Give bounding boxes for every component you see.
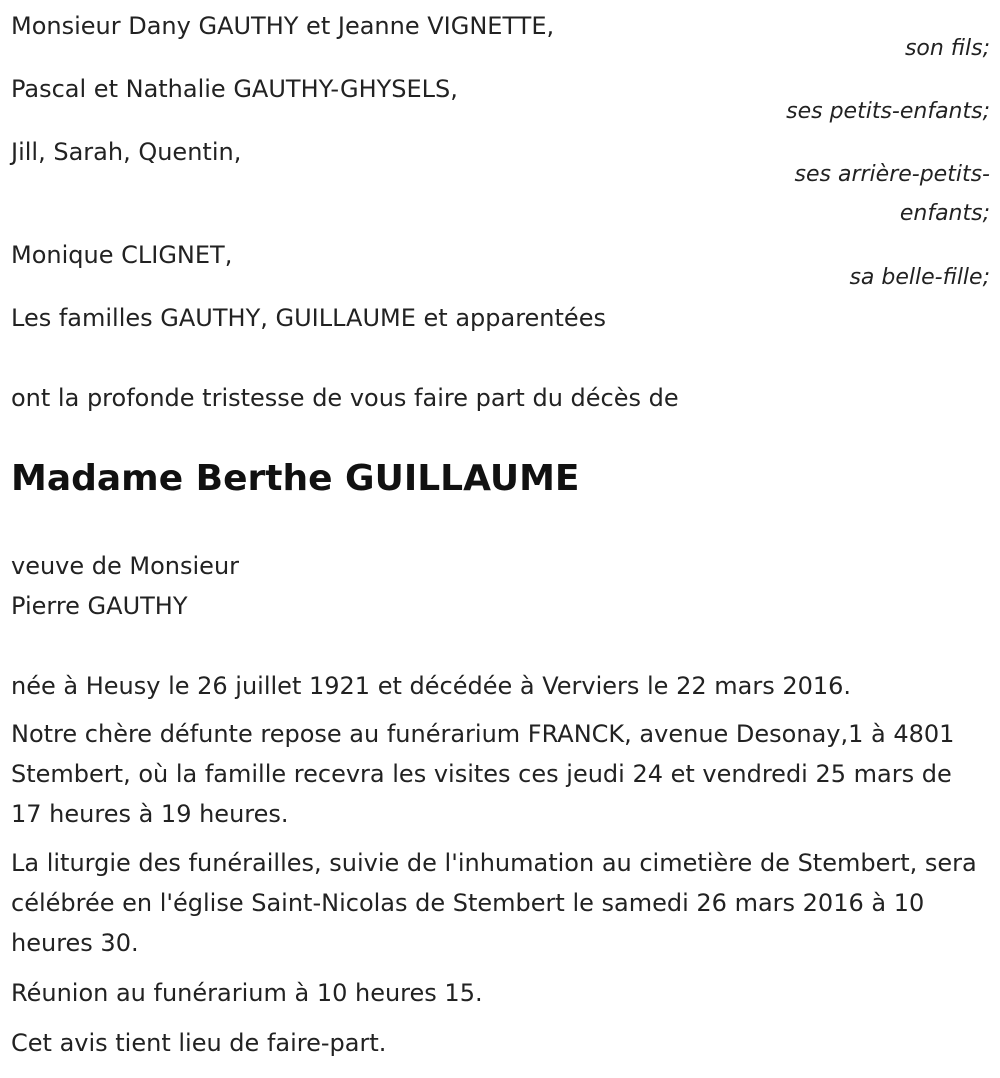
widow-line-2: Pierre GAUTHY (11, 592, 188, 620)
family-name-monique: Monique CLIGNET, (11, 241, 233, 269)
family-name-jill: Jill, Sarah, Quentin, (11, 138, 242, 166)
meeting-paragraph: Réunion au funérarium à 10 heures 15. (11, 979, 483, 1007)
family-name-dany: Monsieur Dany GAUTHY et Jeanne VIGNETTE, (11, 12, 555, 40)
family-name-pascal: Pascal et Nathalie GAUTHY-GHYSELS, (11, 75, 458, 103)
relation-son: son fils; (904, 36, 990, 61)
deceased-name: Madame Berthe GUILLAUME (11, 458, 580, 499)
families-extra: Les familles GAUTHY, GUILLAUME et apparentées (11, 304, 606, 332)
widow-line-1: veuve de Monsieur (11, 552, 240, 580)
relation-grandchildren: ses petits-enfants; (786, 99, 990, 124)
relation-great-grandchildren-line2: enfants; (899, 201, 990, 226)
funerarium-paragraph: Notre chère défunte repose au funérarium FRANCK, avenue Desonay,1 à 4801 Stembert, où la famille recevra les visites ces jeudi 24 et vendredi 25 mars de 17 heures à 19 heures. (11, 720, 955, 828)
notice-paragraph: Cet avis tient lieu de faire-part. (11, 1029, 387, 1057)
relation-daughter-in-law: sa belle-fille; (849, 265, 990, 290)
birth-death-paragraph: née à Heusy le 26 juillet 1921 et décédée à Verviers le 22 mars 2016. (11, 672, 852, 700)
announcement-intro: ont la profonde tristesse de vous faire part du décès de (11, 384, 679, 412)
liturgy-paragraph: La liturgie des funérailles, suivie de l'inhumation au cimetière de Stembert, sera célébrée en l'église Saint-Nicolas de Stembert le samedi 26 mars 2016 à 10 heures 30. (11, 849, 977, 957)
relation-great-grandchildren-line1: ses arrière-petits- (794, 162, 990, 187)
